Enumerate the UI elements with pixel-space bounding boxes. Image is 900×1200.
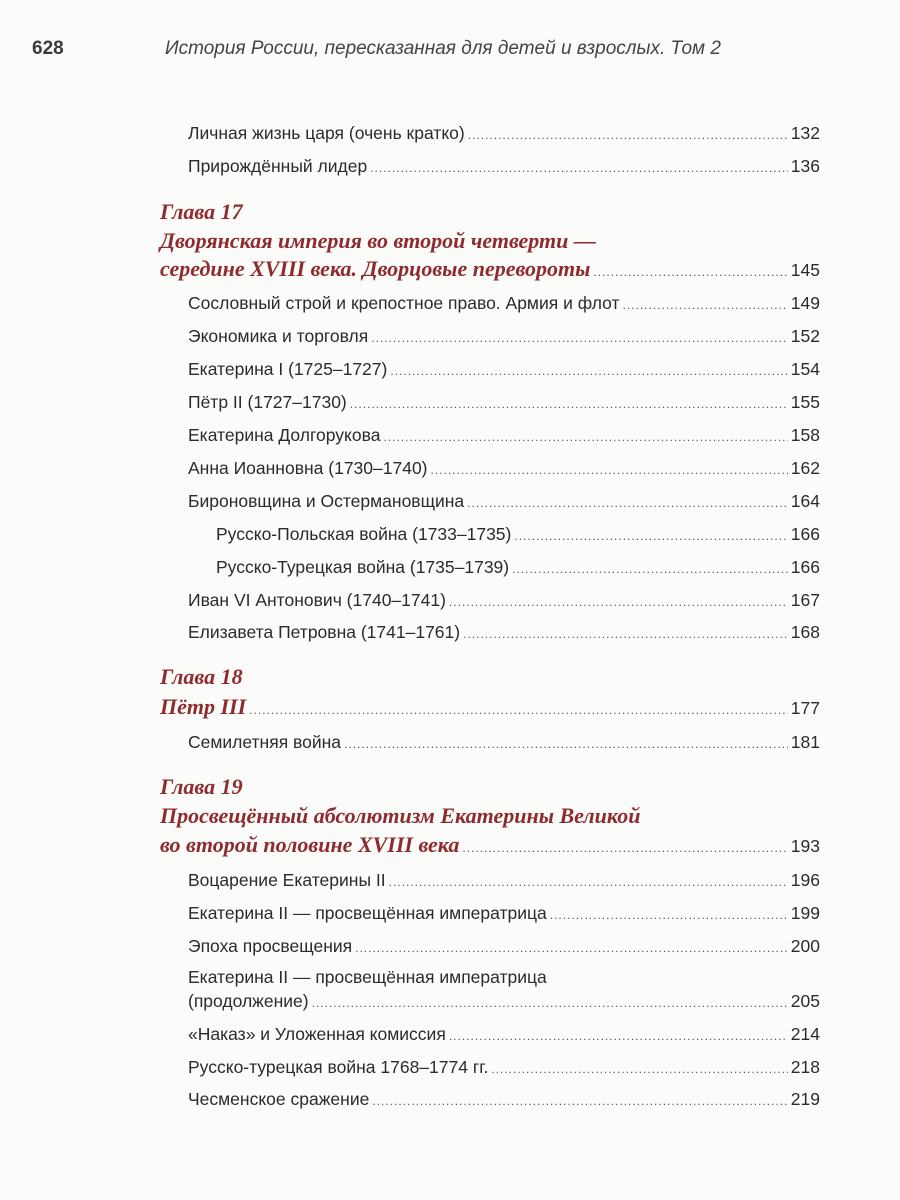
toc-subentry[interactable] [216, 556, 820, 580]
toc-entry[interactable] [188, 621, 820, 645]
leader-dots [550, 904, 788, 926]
chapter-page: 177 [790, 698, 820, 718]
entry-title: «Наказ» и Уложенная комиссия [188, 1024, 446, 1044]
entry-page: 214 [790, 1024, 820, 1044]
toc-entry[interactable] [188, 589, 820, 613]
entry-title: Семилетняя война [188, 732, 342, 752]
leader-dots [468, 124, 788, 146]
leader-dots [514, 525, 787, 547]
entry-title: Пётр II (1727–1730) [188, 392, 347, 412]
leader-dots [449, 591, 788, 613]
entry-page: 196 [790, 870, 820, 890]
leader-dots [355, 937, 788, 959]
leader-dots [463, 623, 788, 645]
entry-title: Экономика и торговля [188, 326, 369, 346]
toc-entry[interactable] [188, 391, 820, 415]
entry-page: 162 [790, 458, 820, 478]
chapter-heading[interactable] [160, 834, 820, 859]
leader-dots [623, 294, 788, 316]
toc-entry[interactable] [188, 1088, 820, 1112]
entry-page: 158 [790, 425, 820, 445]
entry-page: 166 [790, 557, 820, 577]
entry-page: 155 [790, 392, 820, 412]
entry-title: Елизавета Петровна (1741–1761) [188, 622, 461, 642]
entry-page: 199 [790, 903, 820, 923]
chapter-title: Пётр III [160, 694, 247, 719]
leader-dots [371, 327, 788, 349]
entry-title: Чесменское сражение [188, 1089, 370, 1109]
entry-page: 219 [790, 1089, 820, 1109]
entry-title: Русско-турецкая война 1768–1774 гг. [188, 1057, 489, 1077]
entry-page: 218 [790, 1057, 820, 1077]
chapter-title: середине XVIII века. Дворцовые перевороты [160, 256, 591, 281]
leader-dots [593, 261, 787, 283]
entry-title: Эпоха просвещения [188, 936, 353, 956]
toc-entry[interactable] [188, 292, 820, 316]
entry-page: 205 [790, 991, 820, 1011]
chapter-label: Глава 19 [160, 774, 243, 799]
leader-dots [249, 699, 788, 721]
entry-title: Русско-Польская война (1733–1735) [216, 524, 512, 544]
entry-title-continued: (продолжение) [188, 991, 309, 1011]
leader-dots [372, 1090, 787, 1112]
chapter-heading[interactable] [160, 258, 820, 283]
entry-title: Прирождённый лидер [188, 156, 368, 176]
toc-entry[interactable] [188, 325, 820, 349]
toc-entry[interactable] [188, 902, 820, 926]
entry-page: 152 [790, 326, 820, 346]
entry-title: Екатерина II — просвещённая императрица [188, 903, 547, 923]
leader-dots [312, 992, 788, 1014]
entry-page: 200 [790, 936, 820, 956]
leader-dots [370, 157, 788, 179]
entry-title: Иван VI Антонович (1740–1741) [188, 590, 446, 610]
entry-title: Бироновщина и Остермановщина [188, 491, 465, 511]
leader-dots [431, 459, 788, 481]
entry-title: Анна Иоанновна (1730–1740) [188, 458, 428, 478]
toc-entry[interactable] [188, 122, 820, 146]
entry-page: 136 [790, 156, 820, 176]
entry-page: 166 [790, 524, 820, 544]
entry-title: Русско-Турецкая война (1735–1739) [216, 557, 510, 577]
chapter-title: Просвещённый абсолютизм Екатерины Великой [160, 803, 641, 828]
toc-subentry[interactable] [216, 523, 820, 547]
chapter-label: Глава 18 [160, 664, 243, 689]
toc-entry[interactable] [188, 731, 820, 755]
leader-dots [383, 426, 787, 448]
entry-page: 167 [790, 590, 820, 610]
entry-page: 154 [790, 359, 820, 379]
leader-dots [512, 558, 788, 580]
entry-page: 132 [790, 123, 820, 143]
entry-page: 164 [790, 491, 820, 511]
toc-entry[interactable] [188, 490, 820, 514]
toc-entry[interactable] [188, 457, 820, 481]
chapter-title: во второй половине XVIII века [160, 832, 460, 857]
toc-entry[interactable] [188, 358, 820, 382]
leader-dots [467, 492, 788, 514]
chapter-page: 145 [790, 260, 820, 280]
entry-title: Екатерина Долгорукова [188, 425, 381, 445]
toc-entry[interactable] [188, 935, 820, 959]
entry-page: 149 [790, 293, 820, 313]
toc-entry[interactable] [188, 155, 820, 179]
toc-entry[interactable] [188, 424, 820, 448]
leader-dots [389, 871, 788, 893]
entry-page: 181 [790, 732, 820, 752]
entry-page: 168 [790, 622, 820, 642]
leader-dots [350, 393, 788, 415]
leader-dots [390, 360, 787, 382]
entry-title: Екатерина I (1725–1727) [188, 359, 388, 379]
chapter-heading[interactable] [160, 696, 820, 721]
entry-title: Воцарение Екатерины II [188, 870, 386, 890]
entry-title[interactable]: Екатерина II — просвещённая императрица [188, 967, 547, 987]
toc-entry[interactable] [188, 1023, 820, 1047]
running-title: История России, пересказанная для детей и взрослых. Том 2 [165, 38, 721, 59]
entry-title: Личная жизнь царя (очень кратко) [188, 123, 465, 143]
leader-dots [449, 1025, 788, 1047]
entry-title: Сословный строй и крепостное право. Армия и флот [188, 293, 620, 313]
chapter-title: Дворянская империя во второй четверти — [160, 228, 596, 253]
chapter-page: 193 [790, 836, 820, 856]
toc-entry[interactable] [188, 869, 820, 893]
toc-entry[interactable] [188, 1056, 820, 1080]
chapter-label: Глава 17 [160, 199, 243, 224]
page-number: 628 [32, 38, 64, 59]
leader-dots [491, 1058, 787, 1080]
toc-entry[interactable] [188, 990, 820, 1014]
leader-dots [344, 733, 788, 755]
leader-dots [462, 837, 787, 859]
